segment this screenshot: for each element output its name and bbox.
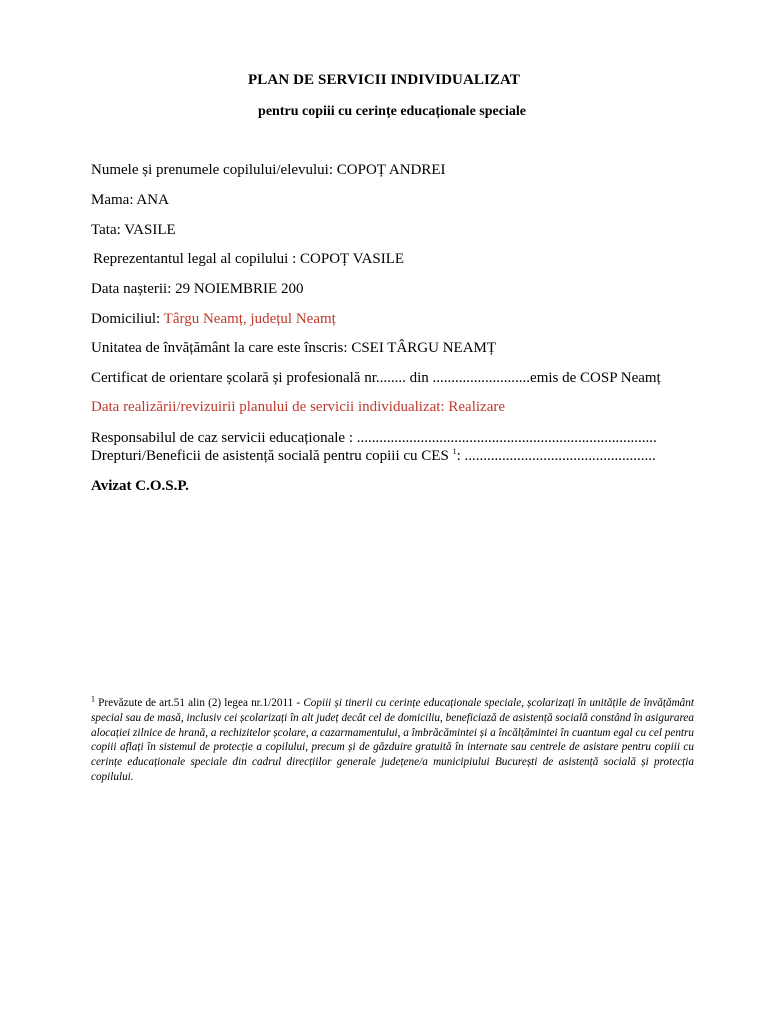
domicile-label: Domiciliul: bbox=[91, 311, 164, 327]
plan-date-value: Realizare bbox=[448, 399, 505, 415]
father-label: Tata: bbox=[91, 222, 125, 238]
domicile-line bbox=[91, 311, 336, 328]
school-label: Unitatea de învățământ la care este înscris: bbox=[91, 340, 352, 356]
school-line bbox=[91, 340, 496, 357]
benefits-line bbox=[91, 448, 656, 465]
footnote-marker: 1 bbox=[91, 694, 95, 704]
birth-date-line bbox=[91, 281, 303, 298]
school-value: CSEI TÂRGU NEAMȚ bbox=[351, 340, 497, 356]
approval-label: Avizat C.O.S.P. bbox=[91, 478, 189, 494]
benefits-label: Drepturi/Beneficii de asistență socială pentru copiii cu CES bbox=[91, 448, 453, 464]
mother-value: ANA bbox=[136, 192, 169, 208]
father-line bbox=[91, 222, 176, 239]
child-name-value: COPOȚ ANDREI bbox=[336, 162, 446, 178]
footnote-intro: Prevăzute de art.51 alin (2) legea nr.1/2011 - bbox=[95, 697, 304, 709]
case-manager-line: Responsabilul de caz servicii educaționale : ................................................................................ bbox=[91, 430, 657, 446]
plan-date-line bbox=[91, 399, 505, 416]
child-name-line bbox=[91, 162, 446, 179]
mother-line bbox=[91, 192, 169, 209]
father-value: VASILE bbox=[124, 222, 176, 238]
plan-date-label: Data realizării/revizuirii planului de servicii individualizat: bbox=[91, 399, 449, 415]
document-title: PLAN DE SERVICII INDIVIDUALIZAT bbox=[248, 72, 520, 88]
footnote bbox=[91, 696, 694, 785]
birth-date-label: Data nașterii: bbox=[91, 281, 176, 297]
mother-label: Mama: bbox=[91, 192, 137, 208]
legal-rep-value: COPOȚ VASILE bbox=[300, 251, 405, 267]
legal-rep-line bbox=[93, 251, 404, 268]
benefits-dots: : ................................................... bbox=[456, 448, 656, 464]
benefits-footnote-marker: 1 bbox=[452, 447, 457, 456]
legal-rep-label: Reprezentantul legal al copilului : bbox=[93, 251, 301, 267]
document-subtitle: pentru copiii cu cerințe educaționale speciale bbox=[258, 104, 526, 119]
footnote-text: Copiii și tinerii cu cerințe educaționale speciale, școlarizați în unitățile de învățământ special sau de masă, inclusiv cei școlarizați în alt județ decât cel de domiciliu, beneficiază de asistență socială constând în asigurarea alocației zilnice de hrană, a rechizitelor școlare, a cazarmamentului, a îmbrăcămintei și a încălțămintei în cuantum egal cu cel pentru copiii aflați în sistemul de protecție a copilului, precum și de găzduire gratuită în internate sau centrele de asistare pentru copiii cu cerințe educaționale speciale din cadrul direcțiilor generale județene/a municipiului București de asistență socială și protecția copilului. bbox=[91, 697, 694, 783]
child-name-label: Numele și prenumele copilului/elevului: bbox=[91, 162, 337, 178]
domicile-value: Târgu Neamț, județul Neamț bbox=[163, 311, 336, 327]
birth-date-value: 29 NOIEMBRIE 200 bbox=[175, 281, 304, 297]
certificate-line: Certificat de orientare școlară și profesională nr........ din ..........................emis de COSP Neamț bbox=[91, 370, 661, 386]
